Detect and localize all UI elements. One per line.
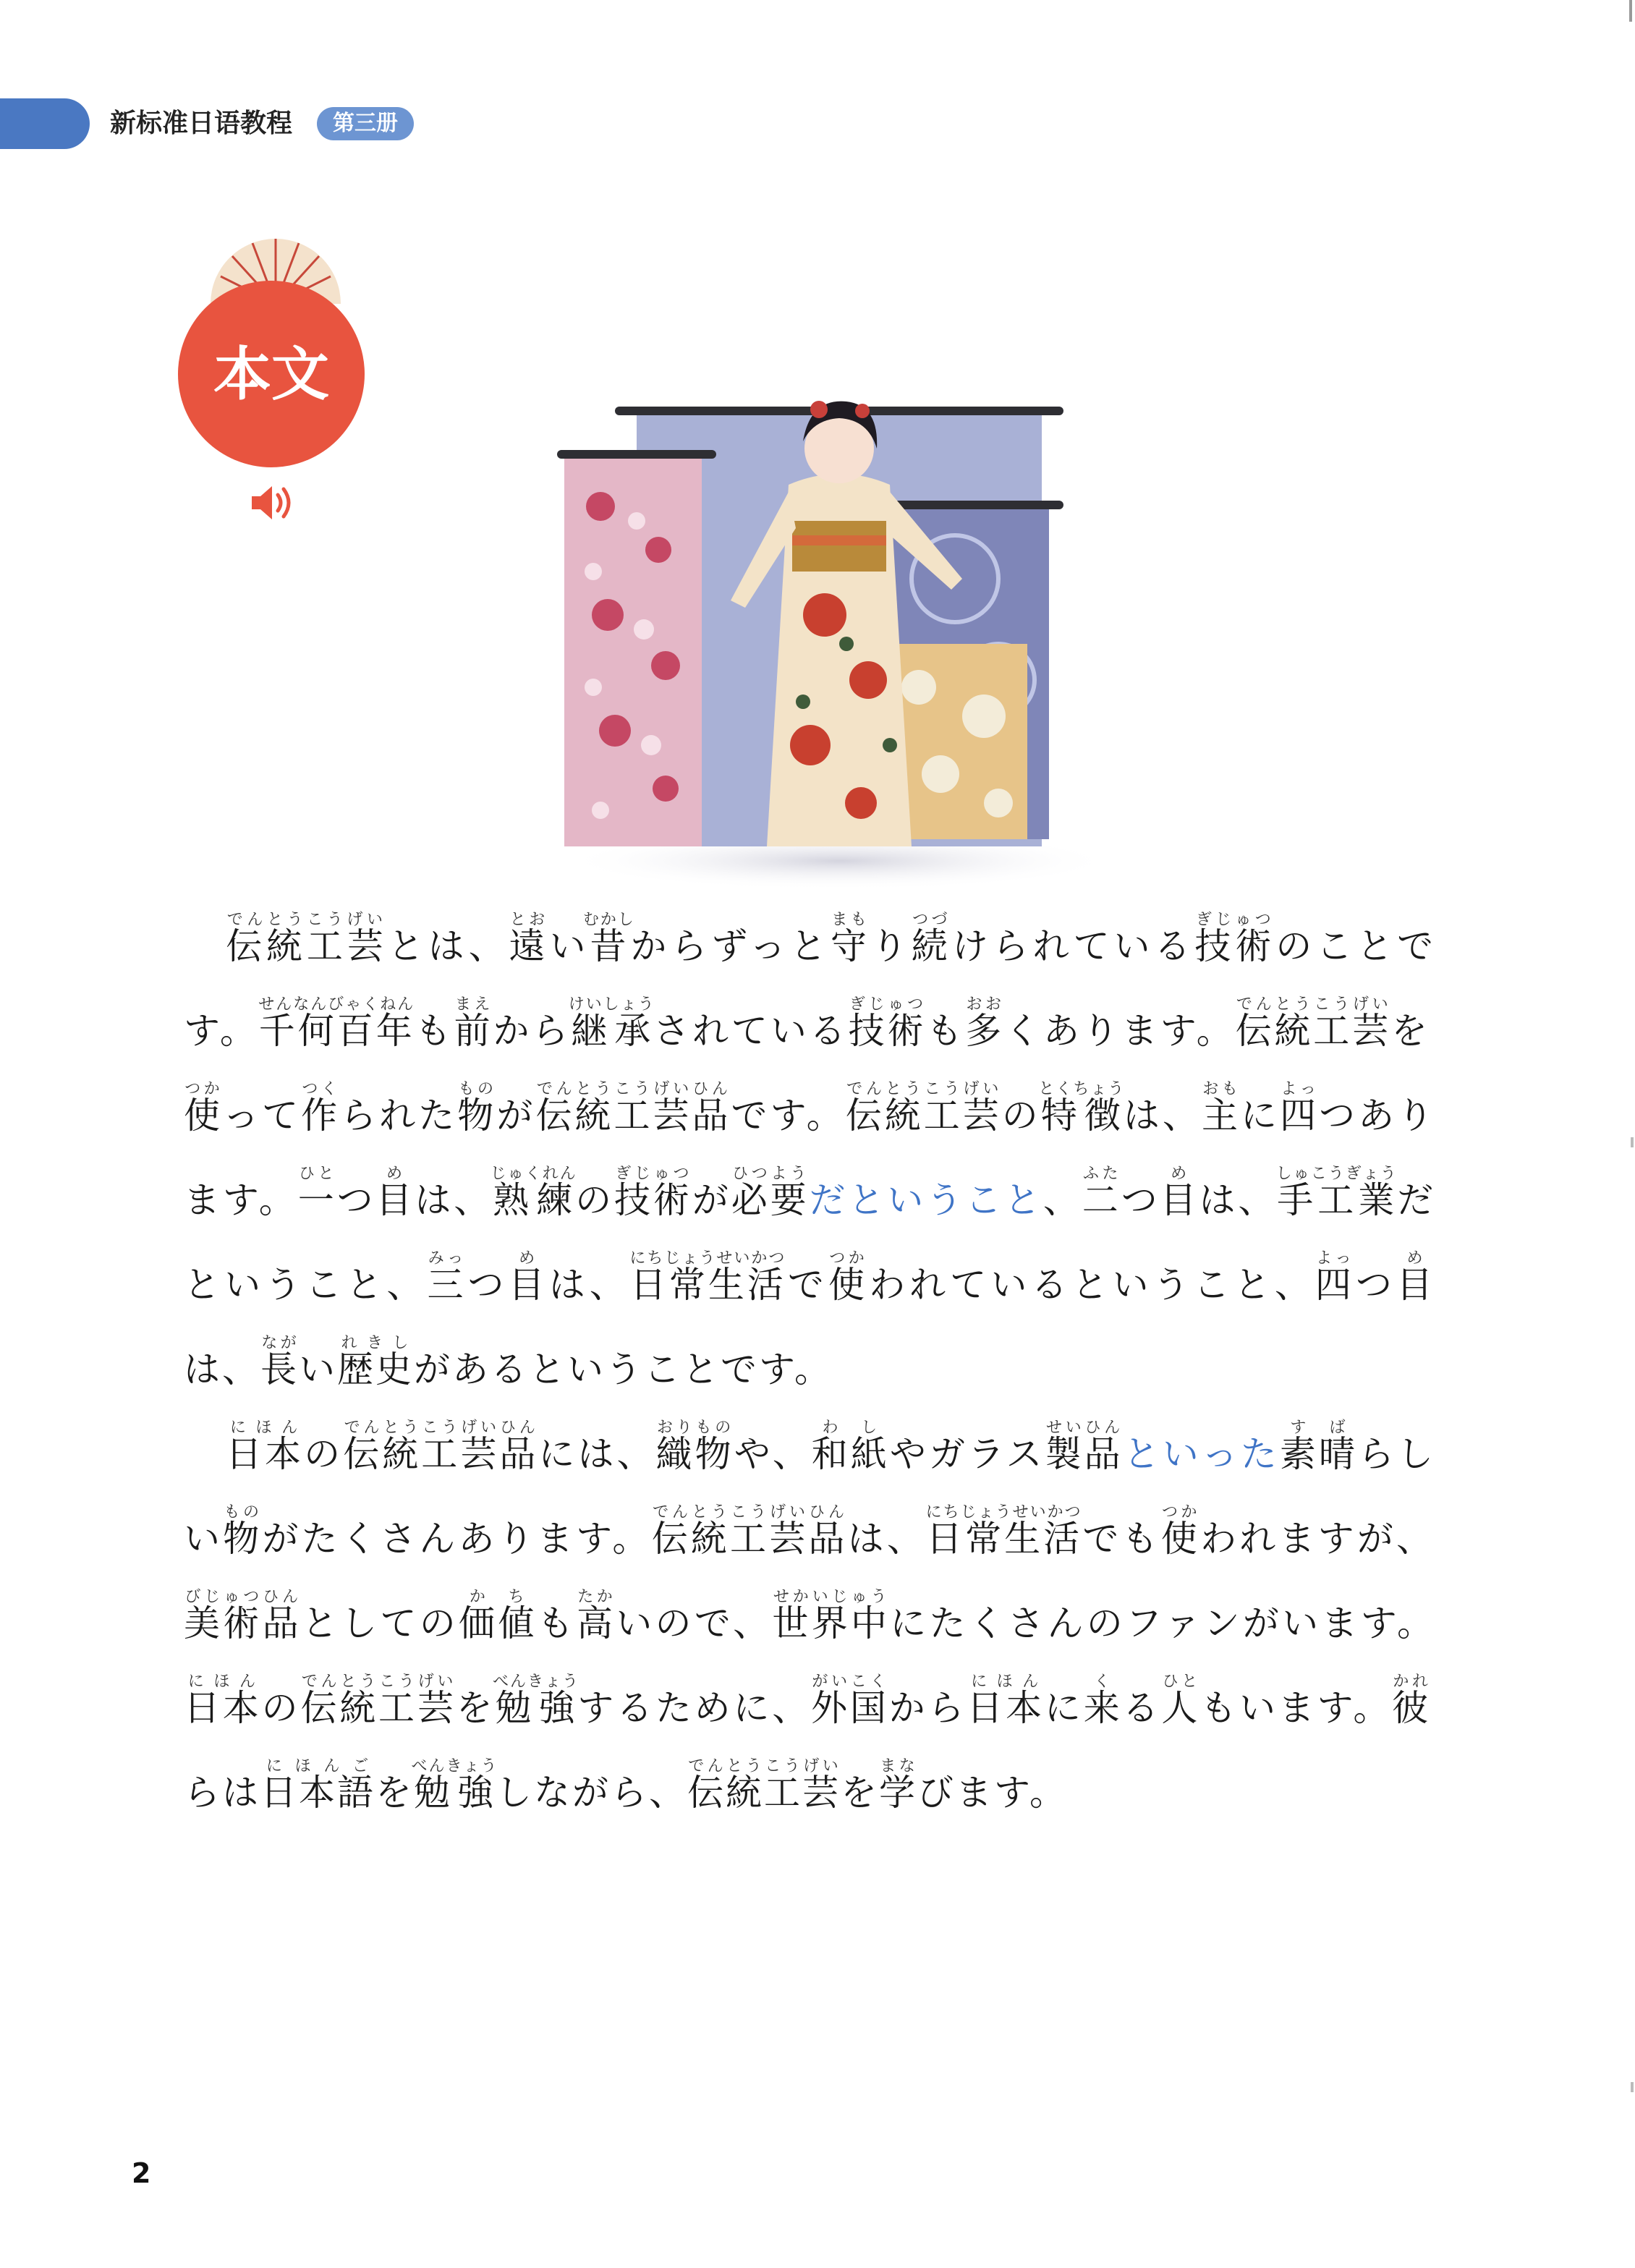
ruby-word [848, 995, 927, 1052]
volume-badge: 第三册 [317, 107, 414, 140]
furigana: わし [811, 1419, 889, 1437]
ruby-word [1201, 1080, 1241, 1137]
text-run: は、 [1199, 1179, 1278, 1221]
kanji-base: 伝統工芸 [687, 1772, 841, 1814]
highlighted-phrase: だということ [809, 1179, 1043, 1221]
kanji-base: 四 [1280, 1095, 1320, 1137]
text-run: びます。 [917, 1772, 1069, 1814]
furigana: とお [509, 911, 548, 929]
text-run: は、 [415, 1179, 493, 1221]
furigana: おも [1201, 1080, 1240, 1098]
ruby-word [911, 911, 952, 967]
ruby-word [1194, 911, 1276, 967]
furigana: ひつよう [731, 1165, 809, 1183]
kanji-base: 一 [297, 1179, 337, 1221]
ruby-word [509, 911, 550, 967]
text-run: だということ、 [184, 1179, 1436, 1306]
ruby-word [260, 1757, 375, 1814]
furigana: ふた [1082, 1165, 1121, 1183]
text-run: われますが、 [1199, 1518, 1435, 1560]
page-number: 2 [132, 2157, 151, 2189]
furigana: にほん [226, 1419, 304, 1437]
furigana: なが [260, 1334, 299, 1352]
furigana: め [375, 1165, 415, 1183]
kanji-base: 前 [454, 1010, 493, 1052]
section-title: 本文 [213, 340, 329, 408]
furigana: みっ [427, 1249, 466, 1267]
highlighted-phrase: といった [1123, 1433, 1280, 1475]
ruby-word [223, 1503, 263, 1560]
furigana: まも [831, 911, 870, 929]
furigana: でんとうこうげいひん [343, 1419, 538, 1437]
furigana: よっ [1280, 1080, 1319, 1098]
furigana: れきし [337, 1334, 414, 1352]
kanji-base: 目 [1160, 1179, 1199, 1221]
ruby-word [1315, 1249, 1356, 1306]
text-run: つ [1121, 1179, 1160, 1221]
kanji-base: 技術 [1194, 925, 1276, 967]
kanji-base: 使 [184, 1095, 224, 1137]
kanji-base: 歴史 [337, 1349, 414, 1390]
text-run: からずっと [628, 925, 831, 967]
text-run: にたくさんのファンがいます。 [890, 1602, 1436, 1644]
kanji-base: 高 [576, 1602, 616, 1644]
furigana: おお [965, 995, 1004, 1014]
furigana: けいしょう [568, 995, 655, 1014]
furigana: べんきょう [492, 1673, 579, 1691]
text-run: る [1122, 1687, 1162, 1729]
kanji-base: 長 [260, 1349, 299, 1390]
furigana: びじゅつひん [184, 1588, 301, 1606]
kanji-base: 素 [1279, 1433, 1319, 1475]
text-run: やガラス [889, 1433, 1045, 1475]
ruby-word [535, 1080, 731, 1137]
furigana: つか [828, 1249, 867, 1267]
ruby-word [1083, 1673, 1123, 1729]
furigana: ひと [297, 1165, 336, 1183]
ruby-word [925, 1503, 1082, 1560]
text-run: を [841, 1772, 880, 1814]
text-run: するために、 [577, 1687, 812, 1729]
text-run: は、 [1122, 1095, 1202, 1137]
kanji-base: 守 [831, 925, 871, 967]
kanji-base: 目 [508, 1264, 549, 1306]
furigana: つか [1160, 1503, 1199, 1521]
text-run: の [261, 1687, 301, 1729]
furigana: ひと [1161, 1673, 1200, 1691]
kanji-base: 伝統工芸 [300, 1687, 456, 1729]
text-run: られた [340, 1095, 458, 1137]
text-run: を [1391, 1010, 1430, 1052]
ruby-word [1318, 1419, 1359, 1475]
kanji-base: 伝統工芸 [1235, 1010, 1392, 1052]
ruby-word [1280, 1080, 1320, 1137]
furigana: つく [301, 1080, 340, 1098]
ruby-word [492, 1673, 579, 1729]
kanji-base: 伝統工芸品 [535, 1095, 731, 1137]
text-run: けられている [951, 925, 1195, 967]
paragraph [184, 904, 1435, 1412]
ruby-word [582, 911, 635, 967]
furigana: つか [184, 1080, 223, 1098]
kanji-base: 特徴 [1038, 1095, 1126, 1137]
kanji-base: 物 [223, 1518, 263, 1560]
ruby-word [1396, 1249, 1435, 1306]
ruby-word [1045, 1419, 1124, 1475]
ruby-word [568, 995, 655, 1052]
text-run: の [1001, 1095, 1041, 1137]
furigana: たか [576, 1588, 615, 1606]
kanji-base: 日本語 [260, 1772, 375, 1814]
text-run: に [1044, 1687, 1084, 1729]
text-run: としての [301, 1602, 459, 1644]
kanji-base: 美術品 [184, 1602, 302, 1644]
furigana: かれ [1392, 1673, 1431, 1691]
kanji-base: 晴 [1318, 1433, 1359, 1475]
kanji-base: 目 [375, 1179, 415, 1221]
kanji-base: 外国 [811, 1687, 889, 1729]
text-run: とは、 [387, 925, 509, 967]
ruby-word [226, 1419, 305, 1475]
kanji-base: 四 [1315, 1264, 1356, 1306]
furigana: まな [879, 1757, 917, 1775]
ruby-word [427, 1249, 468, 1306]
ruby-word [655, 1419, 734, 1475]
book-title: 新标准日语教程 [110, 109, 293, 138]
ruby-word [258, 995, 415, 1052]
kanji-base: 使 [1160, 1518, 1200, 1560]
paragraph [184, 1412, 1435, 1835]
ruby-word [1160, 1165, 1199, 1221]
furigana: にちじょうせいかつ [925, 1503, 1082, 1521]
kanji-base: 続 [911, 925, 952, 967]
ruby-word [297, 1165, 337, 1221]
furigana: でんとうこうげいひん [651, 1503, 847, 1521]
text-run: つ [1355, 1264, 1397, 1306]
text-run: で [785, 1264, 829, 1306]
kanji-base: 多 [965, 1010, 1005, 1052]
ruby-word [845, 1080, 1002, 1137]
kanji-base: 日本 [184, 1687, 262, 1729]
furigana: にほんご [260, 1757, 375, 1775]
ruby-word [226, 911, 388, 967]
text-run: も [414, 1010, 454, 1052]
ruby-word [1279, 1419, 1319, 1475]
ruby-word [772, 1588, 891, 1644]
furigana: ぎじゅつ [1194, 911, 1274, 929]
furigana: でんとうこうげい [300, 1673, 456, 1691]
text-run: には、 [538, 1433, 656, 1475]
furigana: せんなんびゃくねん [258, 995, 415, 1014]
text-run: つあります。 [184, 1095, 1436, 1221]
text-run: もいます。 [1200, 1687, 1393, 1729]
ruby-word [967, 1673, 1045, 1729]
furigana: め [1160, 1165, 1199, 1183]
furigana: よっ [1315, 1249, 1354, 1267]
text-run: り [870, 925, 912, 967]
text-run: から [888, 1687, 967, 1729]
ruby-word [411, 1757, 498, 1814]
text-run: って [223, 1095, 302, 1137]
furigana: おりもの [655, 1419, 734, 1437]
ruby-word [1161, 1673, 1201, 1729]
ruby-word [508, 1249, 549, 1306]
text-run: のことです。 [184, 925, 1436, 1052]
furigana: でんとうこうげいひん [535, 1080, 731, 1098]
kanji-base: 価値 [459, 1602, 538, 1644]
furigana: つづ [911, 911, 950, 929]
furigana: ぎじゅつ [614, 1165, 692, 1183]
ruby-word [731, 1165, 810, 1221]
text-run: されている [653, 1010, 849, 1052]
furigana: ぎじゅつ [848, 995, 926, 1014]
furigana: もの [457, 1080, 496, 1098]
furigana: まえ [454, 995, 493, 1014]
kanji-base: 昔 [582, 925, 635, 967]
furigana: す [1279, 1419, 1318, 1437]
ruby-word [965, 995, 1005, 1052]
furigana: むかし [582, 911, 635, 929]
ruby-word [1082, 1165, 1121, 1221]
text-run: らは [184, 1772, 260, 1814]
kanji-base: 日本 [967, 1687, 1045, 1729]
furigana: せいひん [1045, 1419, 1123, 1437]
text-run: 、 [1042, 1179, 1082, 1221]
kanji-base: 伝統工芸品 [651, 1518, 848, 1560]
ruby-word [1275, 1165, 1398, 1221]
text-run: が [692, 1179, 731, 1221]
ruby-word [629, 1249, 786, 1306]
ruby-word [260, 1334, 299, 1390]
furigana: にほん [967, 1673, 1045, 1691]
kanji-base: 二 [1082, 1179, 1121, 1221]
kanji-base: 主 [1201, 1095, 1241, 1137]
kanji-base: 来 [1083, 1687, 1123, 1729]
text-run: い [299, 1349, 337, 1390]
text-run: らしい [184, 1433, 1436, 1560]
kanji-base: 遠 [509, 925, 550, 967]
kanji-base: 三 [427, 1264, 468, 1306]
kanji-base: 目 [1396, 1264, 1435, 1306]
ruby-word [184, 1673, 262, 1729]
margin-tick [1631, 2082, 1634, 2092]
kanji-base: 熟練 [490, 1179, 577, 1221]
ruby-word [337, 1334, 414, 1390]
ruby-word [811, 1673, 889, 1729]
kanji-base: 必要 [731, 1179, 810, 1221]
text-run: を [456, 1687, 496, 1729]
kanji-base: 学 [879, 1772, 918, 1814]
text-run: があるということです。 [414, 1349, 833, 1390]
kanji-base: 使 [828, 1264, 870, 1306]
header-tab [0, 98, 90, 149]
furigana: でんとうこうげい [845, 1080, 1001, 1098]
kanji-base: 伝統工芸品 [343, 1433, 539, 1475]
ruby-word [184, 1588, 302, 1644]
text-run: です。 [731, 1095, 846, 1137]
furigana: く [1083, 1673, 1122, 1691]
furigana: もの [223, 1503, 262, 1521]
furigana: にほん [184, 1673, 261, 1691]
ruby-word [184, 1080, 224, 1137]
kanji-base: 伝統工芸 [226, 925, 388, 967]
ruby-word [300, 1673, 456, 1729]
text-run: も [537, 1602, 577, 1644]
kanji-base: 製品 [1045, 1433, 1124, 1475]
furigana: でんとうこうげい [1235, 995, 1391, 1014]
ruby-word [459, 1588, 538, 1644]
furigana: でんとうこうげい [687, 1757, 841, 1775]
ruby-word [879, 1757, 918, 1814]
furigana: でんとうこうげい [226, 911, 386, 929]
furigana: かち [459, 1588, 537, 1606]
section-title-badge [178, 281, 365, 467]
furigana: じゅくれん [490, 1165, 577, 1183]
ruby-word [651, 1503, 848, 1560]
kanji-base: 技術 [614, 1179, 692, 1221]
kanji-base: 手工業 [1275, 1179, 1398, 1221]
furigana: め [1396, 1249, 1435, 1267]
text-run: は、 [548, 1264, 630, 1306]
text-run: しながら、 [496, 1772, 688, 1814]
text-run: に [1241, 1095, 1281, 1137]
text-run: くあります。 [1004, 1010, 1236, 1052]
text-run: でも [1082, 1518, 1161, 1560]
text-run: の [574, 1179, 615, 1221]
text-run: い [549, 925, 590, 967]
furigana: べんきょう [411, 1757, 498, 1775]
text-run: や、 [734, 1433, 812, 1475]
text-run: つ [467, 1264, 509, 1306]
kanji-base: 勉強 [492, 1687, 579, 1729]
furigana: しゅこうぎょう [1275, 1165, 1398, 1183]
kanji-base: 和紙 [811, 1433, 890, 1475]
ruby-word [687, 1757, 841, 1814]
kanji-base: 作 [301, 1095, 341, 1137]
crop-mark [1629, 0, 1632, 22]
ruby-word [457, 1080, 497, 1137]
furigana: せかいじゅう [772, 1588, 889, 1606]
ruby-word [1160, 1503, 1200, 1560]
furigana: にちじょうせいかつ [629, 1249, 786, 1267]
text-run: つ [336, 1179, 376, 1221]
kanji-base: 技術 [848, 1010, 927, 1052]
kanji-base: 織物 [655, 1433, 734, 1475]
ruby-word [1038, 1080, 1126, 1137]
margin-tick [1631, 1137, 1634, 1147]
kanji-base: 人 [1161, 1687, 1201, 1729]
text-run: から [493, 1010, 572, 1052]
furigana: がいこく [811, 1673, 888, 1691]
kanji-base: 日常生活 [629, 1264, 786, 1306]
text-run: いので、 [616, 1602, 773, 1644]
speaker-icon[interactable] [249, 483, 295, 522]
ruby-word [811, 1419, 890, 1475]
ruby-word [375, 1165, 415, 1221]
main-text [184, 904, 1435, 1835]
kanji-base: 継承 [568, 1010, 655, 1052]
kanji-base: 日本 [226, 1433, 305, 1475]
text-run: は、 [847, 1518, 927, 1560]
kanji-base: 日常生活 [925, 1518, 1082, 1560]
kimono-illustration [550, 340, 1143, 890]
furigana: め [508, 1249, 547, 1267]
furigana: ば [1318, 1419, 1357, 1437]
furigana: とくちょう [1038, 1080, 1126, 1098]
kanji-base: 物 [457, 1095, 497, 1137]
kanji-base: 千何百年 [258, 1010, 415, 1052]
text-run: の [304, 1433, 344, 1475]
ruby-word [490, 1165, 577, 1221]
ruby-word [454, 995, 493, 1052]
kanji-base: 伝統工芸 [845, 1095, 1002, 1137]
ruby-word [301, 1080, 341, 1137]
text-run: われているということ、 [869, 1264, 1315, 1306]
kanji-base: 彼 [1392, 1687, 1431, 1729]
text-run: がたくさんあります。 [262, 1518, 652, 1560]
ruby-word [1235, 995, 1392, 1052]
ruby-word [828, 1249, 870, 1306]
kanji-base: 勉強 [411, 1772, 498, 1814]
ruby-word [343, 1419, 539, 1475]
text-run: も [926, 1010, 966, 1052]
kanji-base: 世界中 [772, 1602, 891, 1644]
text-run: が [496, 1095, 536, 1137]
text-run: は、 [184, 1349, 260, 1390]
ruby-word [576, 1588, 616, 1644]
ruby-word [831, 911, 871, 967]
ruby-word [1392, 1673, 1431, 1729]
text-run: を [375, 1772, 414, 1814]
ruby-word [614, 1165, 692, 1221]
